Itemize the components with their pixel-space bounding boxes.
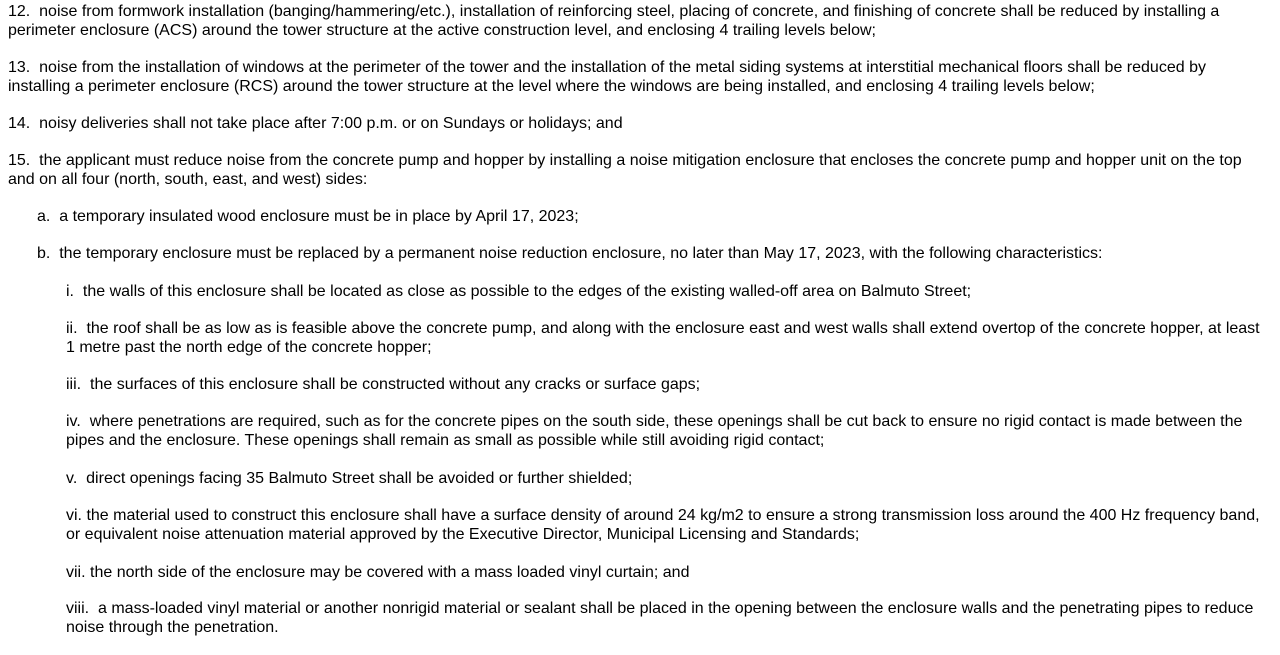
sub-list-item: [37, 208, 1272, 227]
item-text: the surfaces of this enclosure shall be constructed without any cracks or surface gaps;: [90, 376, 701, 393]
item-numeral: i.: [66, 283, 74, 300]
list-item: [8, 3, 1272, 40]
sub-sub-list-item: [66, 413, 1272, 450]
sub-sub-list-item: [66, 320, 1272, 357]
item-numeral: iv.: [66, 413, 81, 430]
item-number: 12.: [8, 3, 31, 20]
item-numeral: ii.: [66, 320, 78, 337]
item-numeral: v.: [66, 470, 78, 487]
item-number: 15.: [8, 152, 31, 169]
item-number: 13.: [8, 59, 31, 76]
item-text: the material used to construct this enclosure shall have a surface density of around 24 kg/m2 to ensure a strong transmission loss around the 400 Hz frequency band, or equivalent noise attenuation material approved by the Executive Director, Municipal Licensing and Standards;: [66, 507, 1260, 543]
list-item: [8, 152, 1272, 189]
item-numeral: vii.: [66, 564, 86, 581]
sub-sub-list-item: [66, 470, 1272, 489]
item-numeral: vi.: [66, 507, 82, 524]
item-letter: b.: [37, 245, 51, 262]
item-text: where penetrations are required, such as for the concrete pipes on the south side, these openings shall be cut back to ensure no rigid contact is made between the pipes and the enclosure. These openings shall remain as small as possible while still avoiding rigid contact;: [66, 413, 1243, 449]
item-text: noise from formwork installation (banging/hammering/etc.), installation of reinforcing steel, placing of concrete, and finishing of concrete shall be reduced by installing a perimeter enclosure (ACS) around the tower structure at the active construction level, and enclosing 4 trailing levels below;: [8, 3, 1220, 39]
item-letter: a.: [37, 208, 51, 225]
sub-sub-list-item: [66, 600, 1272, 637]
item-text: the temporary enclosure must be replaced by a permanent noise reduction enclosure, no later than May 17, 2023, with the following characteristics:: [59, 245, 1103, 262]
item-text: a temporary insulated wood enclosure must be in place by April 17, 2023;: [59, 208, 579, 225]
list-item: [8, 115, 1272, 134]
item-text: noise from the installation of windows at the perimeter of the tower and the installation of the metal siding systems at interstitial mechanical floors shall be reduced by installing a perimeter enclosure (RCS) around the tower structure at the level where the windows are being installed, and enclosing 4 trailing levels below;: [8, 59, 1206, 95]
item-numeral: viii.: [66, 600, 90, 617]
item-text: the roof shall be as low as is feasible above the concrete pump, and along with the enclosure east and west walls shall extend overtop of the concrete hopper, at least 1 metre past the north edge of the concrete hopper;: [66, 320, 1260, 356]
sub-list-item: [37, 245, 1272, 264]
item-text: the walls of this enclosure shall be located as close as possible to the edges of the existing walled-off area on Balmuto Street;: [82, 283, 972, 300]
list-item: [8, 59, 1272, 96]
item-number: 14.: [8, 115, 31, 132]
item-text: direct openings facing 35 Balmuto Street shall be avoided or further shielded;: [86, 470, 633, 487]
item-numeral: iii.: [66, 376, 82, 393]
item-text: the north side of the enclosure may be covered with a mass loaded vinyl curtain; and: [90, 564, 690, 581]
sub-sub-list-item: [66, 564, 1272, 583]
item-text: a mass-loaded vinyl material or another nonrigid material or sealant shall be placed in the opening between the enclosure walls and the penetrating pipes to reduce noise through the penetration.: [66, 600, 1254, 636]
sub-sub-list-item: [66, 507, 1272, 544]
sub-sub-list-item: [66, 376, 1272, 395]
item-text: the applicant must reduce noise from the concrete pump and hopper by installing a noise mitigation enclosure that encloses the concrete pump and hopper unit on the top and on all four (north, south, east, and west) sides:: [8, 152, 1242, 188]
sub-sub-list-item: [66, 283, 1272, 302]
item-text: noisy deliveries shall not take place after 7:00 p.m. or on Sundays or holidays; and: [39, 115, 623, 132]
